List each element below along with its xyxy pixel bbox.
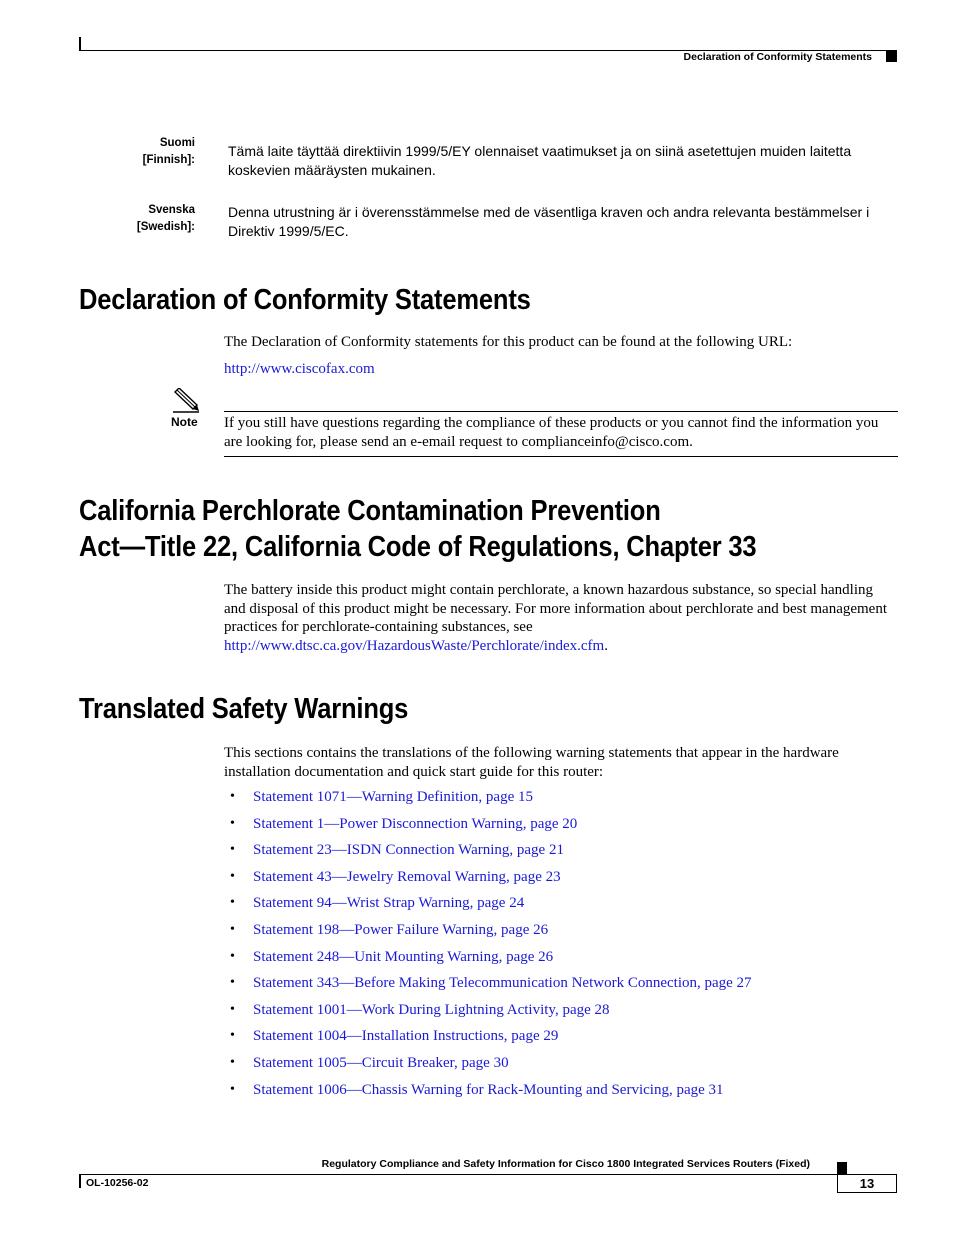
heading-perchlorate-line2: Act—Title 22, California Code of Regulations, Chapter 33 [79,531,757,563]
statement-link[interactable]: Statement 248—Unit Mounting Warning, page 26 [253,948,554,965]
header-left-bar [79,37,81,51]
running-title: Declaration of Conformity Statements [683,51,872,63]
note-rule-top [224,411,898,412]
perchlorate-period: . [604,637,608,654]
list-item [230,921,890,948]
list-item [230,894,890,921]
note-rule-bottom [224,456,898,457]
bullet: • [230,868,235,884]
perchlorate-paragraph: The battery inside this product might contain perchlorate, a known hazardous substance, so special handling and disposal of this product might be necessary. For more information about perchlorate and best management practices for perchlorate-containing substances, see [224,582,888,635]
language-code: [Finnish]: [142,154,195,166]
bullet: • [230,842,235,858]
statement-list [230,788,890,1107]
list-item [230,1081,890,1108]
bullet: • [230,921,235,937]
statement-link[interactable]: Statement 23—ISDN Connection Warning, page 21 [253,842,564,859]
statement-link[interactable]: Statement 1004—Installation Instructions, page 29 [253,1028,559,1045]
language-label-swedish [137,202,195,236]
bullet: • [230,1054,235,1070]
bullet: • [230,1081,235,1097]
list-item [230,788,890,815]
statement-link[interactable]: Statement 1001—Work During Lightning Activity, page 28 [253,1001,610,1018]
footer-doc-number: OL-10256-02 [86,1177,149,1189]
list-item [230,974,890,1001]
declaration-intro: The Declaration of Conformity statements for this product can be found at the following URL: [224,334,793,350]
list-item [230,948,890,975]
page-number: 13 [837,1174,897,1193]
note-label: Note [171,415,198,429]
note-text: If you still have questions regarding the compliance of these products or you cannot find the information you are looking for, please send an e-email request to complianceinfo@cisco.com. [224,415,879,450]
language-label-finnish [143,135,195,169]
language-code: [Swedish]: [136,221,195,233]
dtsc-link[interactable]: http://www.dtsc.ca.gov/HazardousWaste/Perchlorate/index.cfm [224,637,605,654]
bullet: • [230,975,235,991]
statement-link[interactable]: Statement 94—Wrist Strap Warning, page 24 [253,895,525,912]
language-name: Suomi [159,137,195,149]
list-item [230,1027,890,1054]
heading-declaration: Declaration of Conformity Statements [79,284,531,316]
footer-title: Regulatory Compliance and Safety Information for Cisco 1800 Integrated Services Routers (Fixed) [321,1158,810,1170]
statement-link[interactable]: Statement 1071—Warning Definition, page 15 [253,789,533,805]
statement-link[interactable]: Statement 43—Jewelry Removal Warning, page 23 [253,868,561,885]
list-item [230,841,890,868]
footer-marker [837,1162,847,1174]
list-item [230,1001,890,1028]
bullet: • [230,895,235,911]
statement-link[interactable]: Statement 343—Before Making Telecommunication Network Connection, page 27 [253,975,752,992]
header-marker [886,51,897,62]
bullet: • [230,789,235,804]
bullet: • [230,1001,235,1017]
language-text-finnish: Tämä laite täyttää direktiivin 1999/5/EY olennaiset vaatimukset ja on siinä asetettujen muiden laitetta koskevien määräysten mukainen. [228,143,852,178]
translated-intro: This sections contains the translations of the following warning statements that appear in the hardware installation documentation and quick start guide for this router: [224,745,839,780]
bullet: • [230,1028,235,1044]
list-item [230,868,890,895]
language-name: Svenska [148,204,195,216]
footer-rule [79,1174,837,1175]
list-item [230,1054,890,1081]
footer-left-bar [79,1174,81,1188]
statement-link[interactable]: Statement 1—Power Disconnection Warning, page 20 [253,815,578,832]
heading-perchlorate-line1: California Perchlorate Contamination Prevention [79,495,661,527]
statement-link[interactable]: Statement 198—Power Failure Warning, page 26 [253,921,549,938]
statement-link[interactable]: Statement 1006—Chassis Warning for Rack-Mounting and Servicing, page 31 [253,1081,724,1098]
pencil-note-icon [171,388,201,414]
bullet: • [230,948,235,964]
heading-translated-warnings: Translated Safety Warnings [79,693,409,725]
perchlorate-text [224,581,896,655]
language-text-swedish: Denna utrustning är i överensstämmelse med de väsentliga kraven och andra relevanta bestämmelser i Direktiv 1999/5/EC. [228,204,870,239]
ciscofax-link[interactable]: http://www.ciscofax.com [224,361,375,377]
list-item [230,815,890,842]
statement-link[interactable]: Statement 1005—Circuit Breaker, page 30 [253,1054,509,1071]
bullet: • [230,815,235,831]
